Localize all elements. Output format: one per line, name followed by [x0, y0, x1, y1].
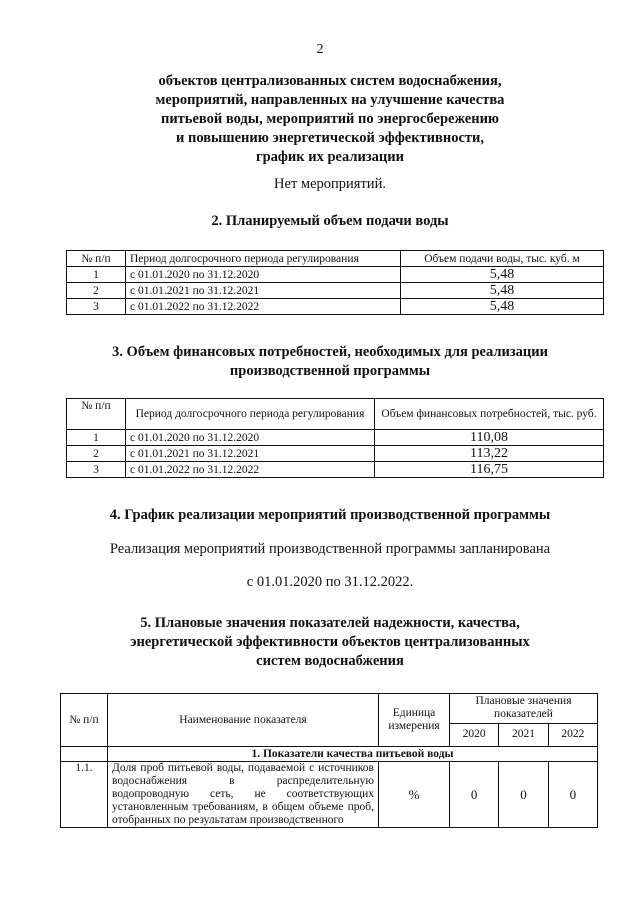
row-value: 116,75 [375, 462, 604, 478]
year-header: 2022 [548, 723, 597, 746]
row-number: 2 [67, 283, 126, 299]
row-value: 110,08 [375, 430, 604, 446]
intro-heading-line: питьевой воды, мероприятий по энергосбережению [160, 111, 500, 127]
header-cell: Плановые значения показателей [450, 694, 598, 724]
row-unit: % [379, 762, 450, 828]
intro-heading-line: объектов централизованных систем водоснабжения, [158, 73, 502, 89]
no-measures-text: Нет мероприятий. [274, 176, 386, 192]
row-period: с 01.01.2022 по 31.12.2022 [126, 462, 375, 478]
section5-title-line: систем водоснабжения [256, 653, 404, 669]
row-value: 113,22 [375, 446, 604, 462]
section2-title: 2. Планируемый объем подачи воды [211, 213, 449, 229]
table-header-row [67, 399, 604, 430]
table-row [67, 446, 604, 462]
row-number: 3 [67, 462, 126, 478]
header-cell: Период долгосрочного периода регулирования [126, 251, 401, 267]
intro-heading-line: мероприятий, направленных на улучшение качества [155, 92, 505, 108]
row-number: 1 [67, 267, 126, 283]
row-period: с 01.01.2021 по 31.12.2021 [126, 283, 401, 299]
header-cell: № п/п [61, 694, 108, 747]
row-period: с 01.01.2020 по 31.12.2020 [126, 267, 401, 283]
year-header: 2021 [499, 723, 548, 746]
header-cell: Объем финансовых потребностей, тыс. руб. [375, 399, 604, 430]
row-value: 0 [450, 762, 499, 828]
section5-title [40, 614, 620, 671]
header-cell: № п/п [67, 251, 126, 267]
section3-title-line: производственной программы [229, 363, 431, 379]
row-value: 5,48 [401, 283, 604, 299]
intro-heading [60, 72, 600, 167]
row-number: 1 [67, 430, 126, 446]
intro-heading-line: график их реализации [255, 149, 404, 165]
section4-text-line1: Реализация мероприятий производственной программы запланирована [109, 541, 551, 557]
year-header: 2020 [450, 723, 499, 746]
page-number: 2 [316, 42, 324, 57]
row-number: 1.1. [61, 762, 108, 828]
row-number: 3 [67, 299, 126, 315]
table-group-row [61, 747, 598, 762]
section5-title-line: энергетической эффективности объектов централизованных [130, 634, 530, 650]
indicators-table [60, 693, 598, 828]
section3-title-line: 3. Объем финансовых потребностей, необходимых для реализации [112, 344, 548, 360]
table-header-row [67, 251, 604, 267]
table-header-row [61, 694, 598, 724]
table-row [67, 430, 604, 446]
table-row [61, 762, 598, 828]
supply-volume-table [66, 250, 604, 315]
row-value: 5,48 [401, 267, 604, 283]
header-cell: Единица измерения [379, 694, 450, 747]
section4-title: 4. График реализации мероприятий производственной программы [109, 507, 551, 523]
header-cell: Наименование показателя [108, 694, 379, 747]
row-period: с 01.01.2020 по 31.12.2020 [126, 430, 375, 446]
table-row [67, 299, 604, 315]
group-title: 1. Показатели качества питьевой воды [108, 747, 598, 762]
row-value: 5,48 [401, 299, 604, 315]
table-row [67, 462, 604, 478]
section4-text-line2: с 01.01.2020 по 31.12.2022. [246, 574, 414, 590]
row-value: 0 [499, 762, 548, 828]
intro-heading-line: и повышению энергетической эффективности, [176, 130, 484, 146]
header-cell: № п/п [67, 399, 126, 430]
financial-needs-table [66, 398, 604, 478]
table-row [67, 267, 604, 283]
row-number: 2 [67, 446, 126, 462]
header-cell: Объем подачи воды, тыс. куб. м [401, 251, 604, 267]
table-row [67, 283, 604, 299]
section5-title-line: 5. Плановые значения показателей надежности, качества, [140, 615, 520, 631]
row-period: с 01.01.2021 по 31.12.2021 [126, 446, 375, 462]
header-cell: Период долгосрочного периода регулирования [126, 399, 375, 430]
section3-title [40, 343, 620, 381]
row-indicator-name: Доля проб питьевой воды, подаваемой с источников водоснабжения в распределительную водопроводную сеть, не соответствующих установленным требованиям, в общем объеме проб, отобранных по результатам производственного [108, 762, 379, 828]
row-value: 0 [548, 762, 597, 828]
row-period: с 01.01.2022 по 31.12.2022 [126, 299, 401, 315]
